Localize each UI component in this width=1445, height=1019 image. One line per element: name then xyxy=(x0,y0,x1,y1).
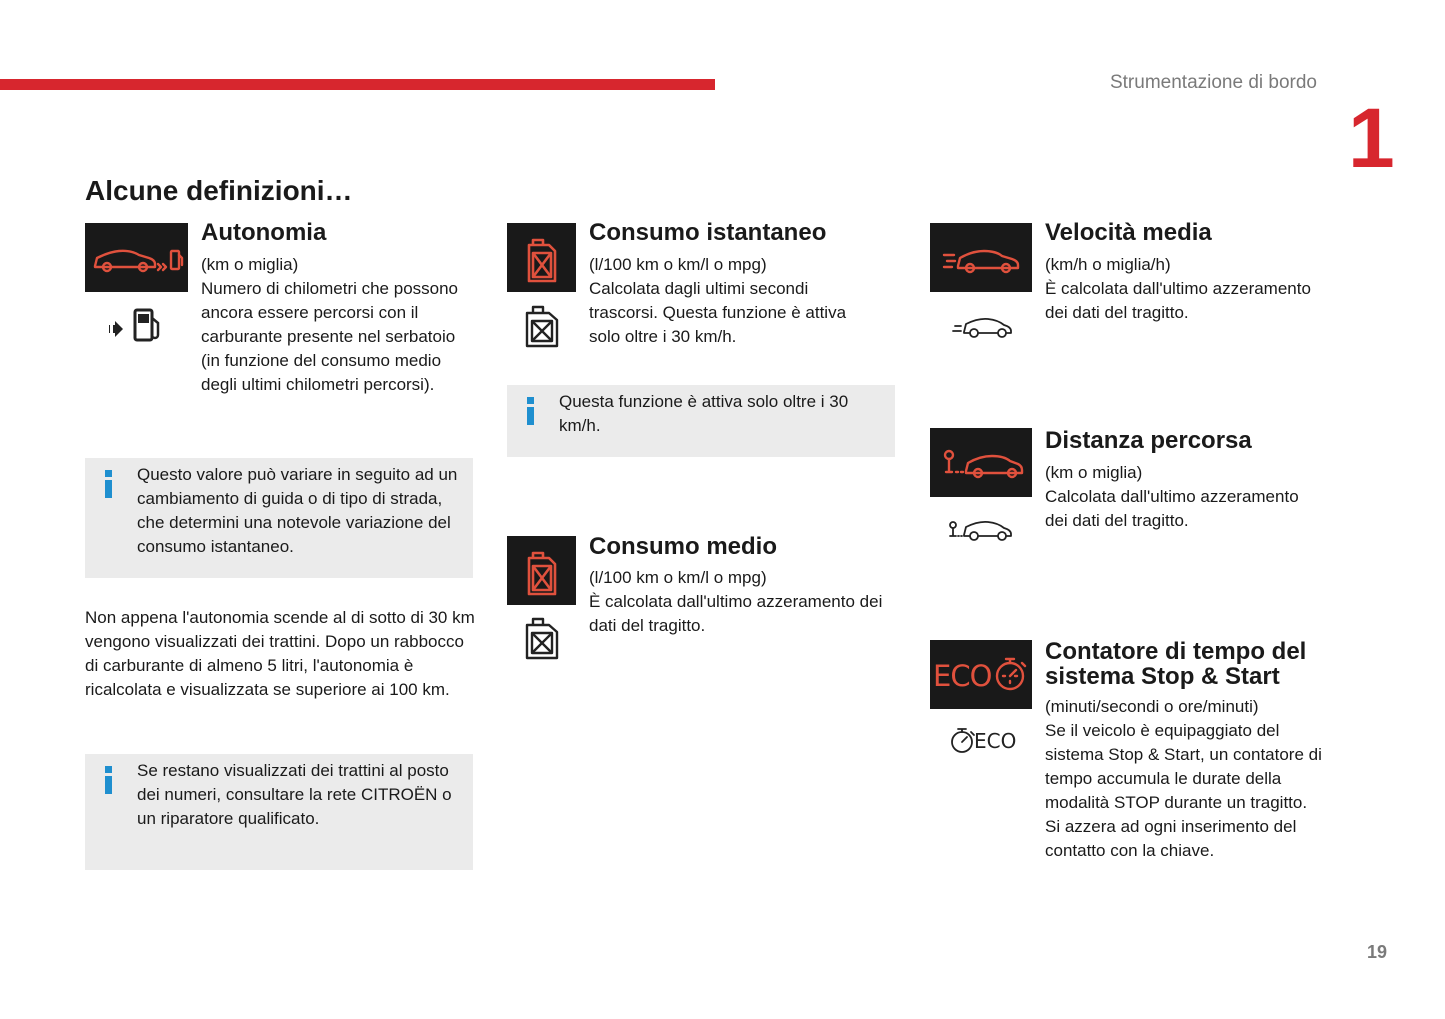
consumo-medio-unit: (l/100 km o km/l o mpg) xyxy=(589,568,767,587)
jerrycan-outline-icon xyxy=(521,303,563,349)
distanza-percorsa-title: Distanza percorsa xyxy=(1045,427,1252,454)
car-distance-icon xyxy=(930,428,1032,497)
car-fuel-range-icon xyxy=(85,223,188,292)
car-speed-icon xyxy=(930,223,1032,292)
car-distance-outline-icon xyxy=(946,515,1014,543)
jerrycan-outline-icon xyxy=(521,615,563,661)
page-title: Alcune definizioni… xyxy=(85,175,353,206)
jerrycan-icon xyxy=(507,223,576,292)
consumo-istantaneo-description: Calcolata dagli ultimi secondi trascorsi. Questa funzione è attiva solo oltre i 30 km/h. xyxy=(589,279,847,346)
info-note-text: Se restano visualizzati dei trattini al posto dei numeri, consultare la rete CITROËN o un riparatore qualificato. xyxy=(137,761,452,828)
info-icon xyxy=(525,397,536,425)
autonomia-title: Autonomia xyxy=(201,219,327,246)
autonomia-description: Numero di chilometri che possono ancora essere percorsi con il carburante presente nel serbatoio (in funzione del consumo medio degli ultimi chilometri percorsi). xyxy=(201,279,459,394)
consumo-medio-title: Consumo medio xyxy=(589,533,778,560)
info-note-text: Questa funzione è attiva solo oltre i 30 km/h. xyxy=(559,392,849,435)
info-icon xyxy=(103,470,114,498)
velocita-media-description: È calcolata dall'ultimo azzeramento dei dati del tragitto. xyxy=(1045,279,1311,322)
eco-stopwatch-icon xyxy=(930,640,1032,709)
consumo-istantaneo-unit: (l/100 km o km/l o mpg) xyxy=(589,255,767,274)
info-note-trattini xyxy=(85,754,473,870)
contatore-title: Contatore di tempo del sistema Stop & Start xyxy=(1045,638,1307,691)
consumo-istantaneo-title: Consumo istantaneo xyxy=(589,219,827,246)
autonomia-body-text: Non appena l'autonomia scende al di sotto di 30 km vengono visualizzati dei trattini. Dopo un rabbocco di carburante di almeno 5 litri, l'autonomia è ricalcolata e visualizzata se superiore ai 100 km. xyxy=(85,608,475,699)
info-icon xyxy=(103,766,114,794)
contatore-unit: (minuti/secondi o ore/minuti) xyxy=(1045,697,1259,716)
chapter-number: 1 xyxy=(1348,91,1395,185)
info-note-text: Questo valore può variare in seguito ad un cambiamento di guida o di tipo di strada, che determini una notevole variazione del consumo istantaneo. xyxy=(137,465,458,556)
eco-label: ECO xyxy=(933,659,992,693)
section-title: Strumentazione di bordo xyxy=(1109,72,1317,93)
info-note-autonomia xyxy=(85,458,473,578)
velocita-media-unit: (km/h o miglia/h) xyxy=(1045,255,1171,274)
jerrycan-icon xyxy=(507,536,576,605)
info-note-consumo xyxy=(507,385,895,457)
distanza-percorsa-unit: (km o miglia) xyxy=(1045,463,1143,482)
velocita-media-title: Velocità media xyxy=(1045,219,1212,246)
contatore-description: Se il veicolo è equipaggiato del sistema Stop & Start, un contatore di tempo accumula le durate della modalità STOP durante un tragitto. Si azzera ad ogni inserimento del contatto con la chiave. xyxy=(1045,721,1322,860)
eco-outline-label: ECO xyxy=(974,729,1017,753)
car-speed-outline-icon xyxy=(950,312,1015,340)
distanza-percorsa-description: Calcolata dall'ultimo azzeramento dei dati del tragitto. xyxy=(1045,487,1299,530)
page-number: 19 xyxy=(1367,942,1388,962)
autonomia-unit: (km o miglia) xyxy=(201,255,299,274)
fuel-pump-arrow-icon xyxy=(106,305,166,345)
red-header-bar xyxy=(0,79,715,90)
consumo-medio-description: È calcolata dall'ultimo azzeramento dei dati del tragitto. xyxy=(589,592,883,635)
